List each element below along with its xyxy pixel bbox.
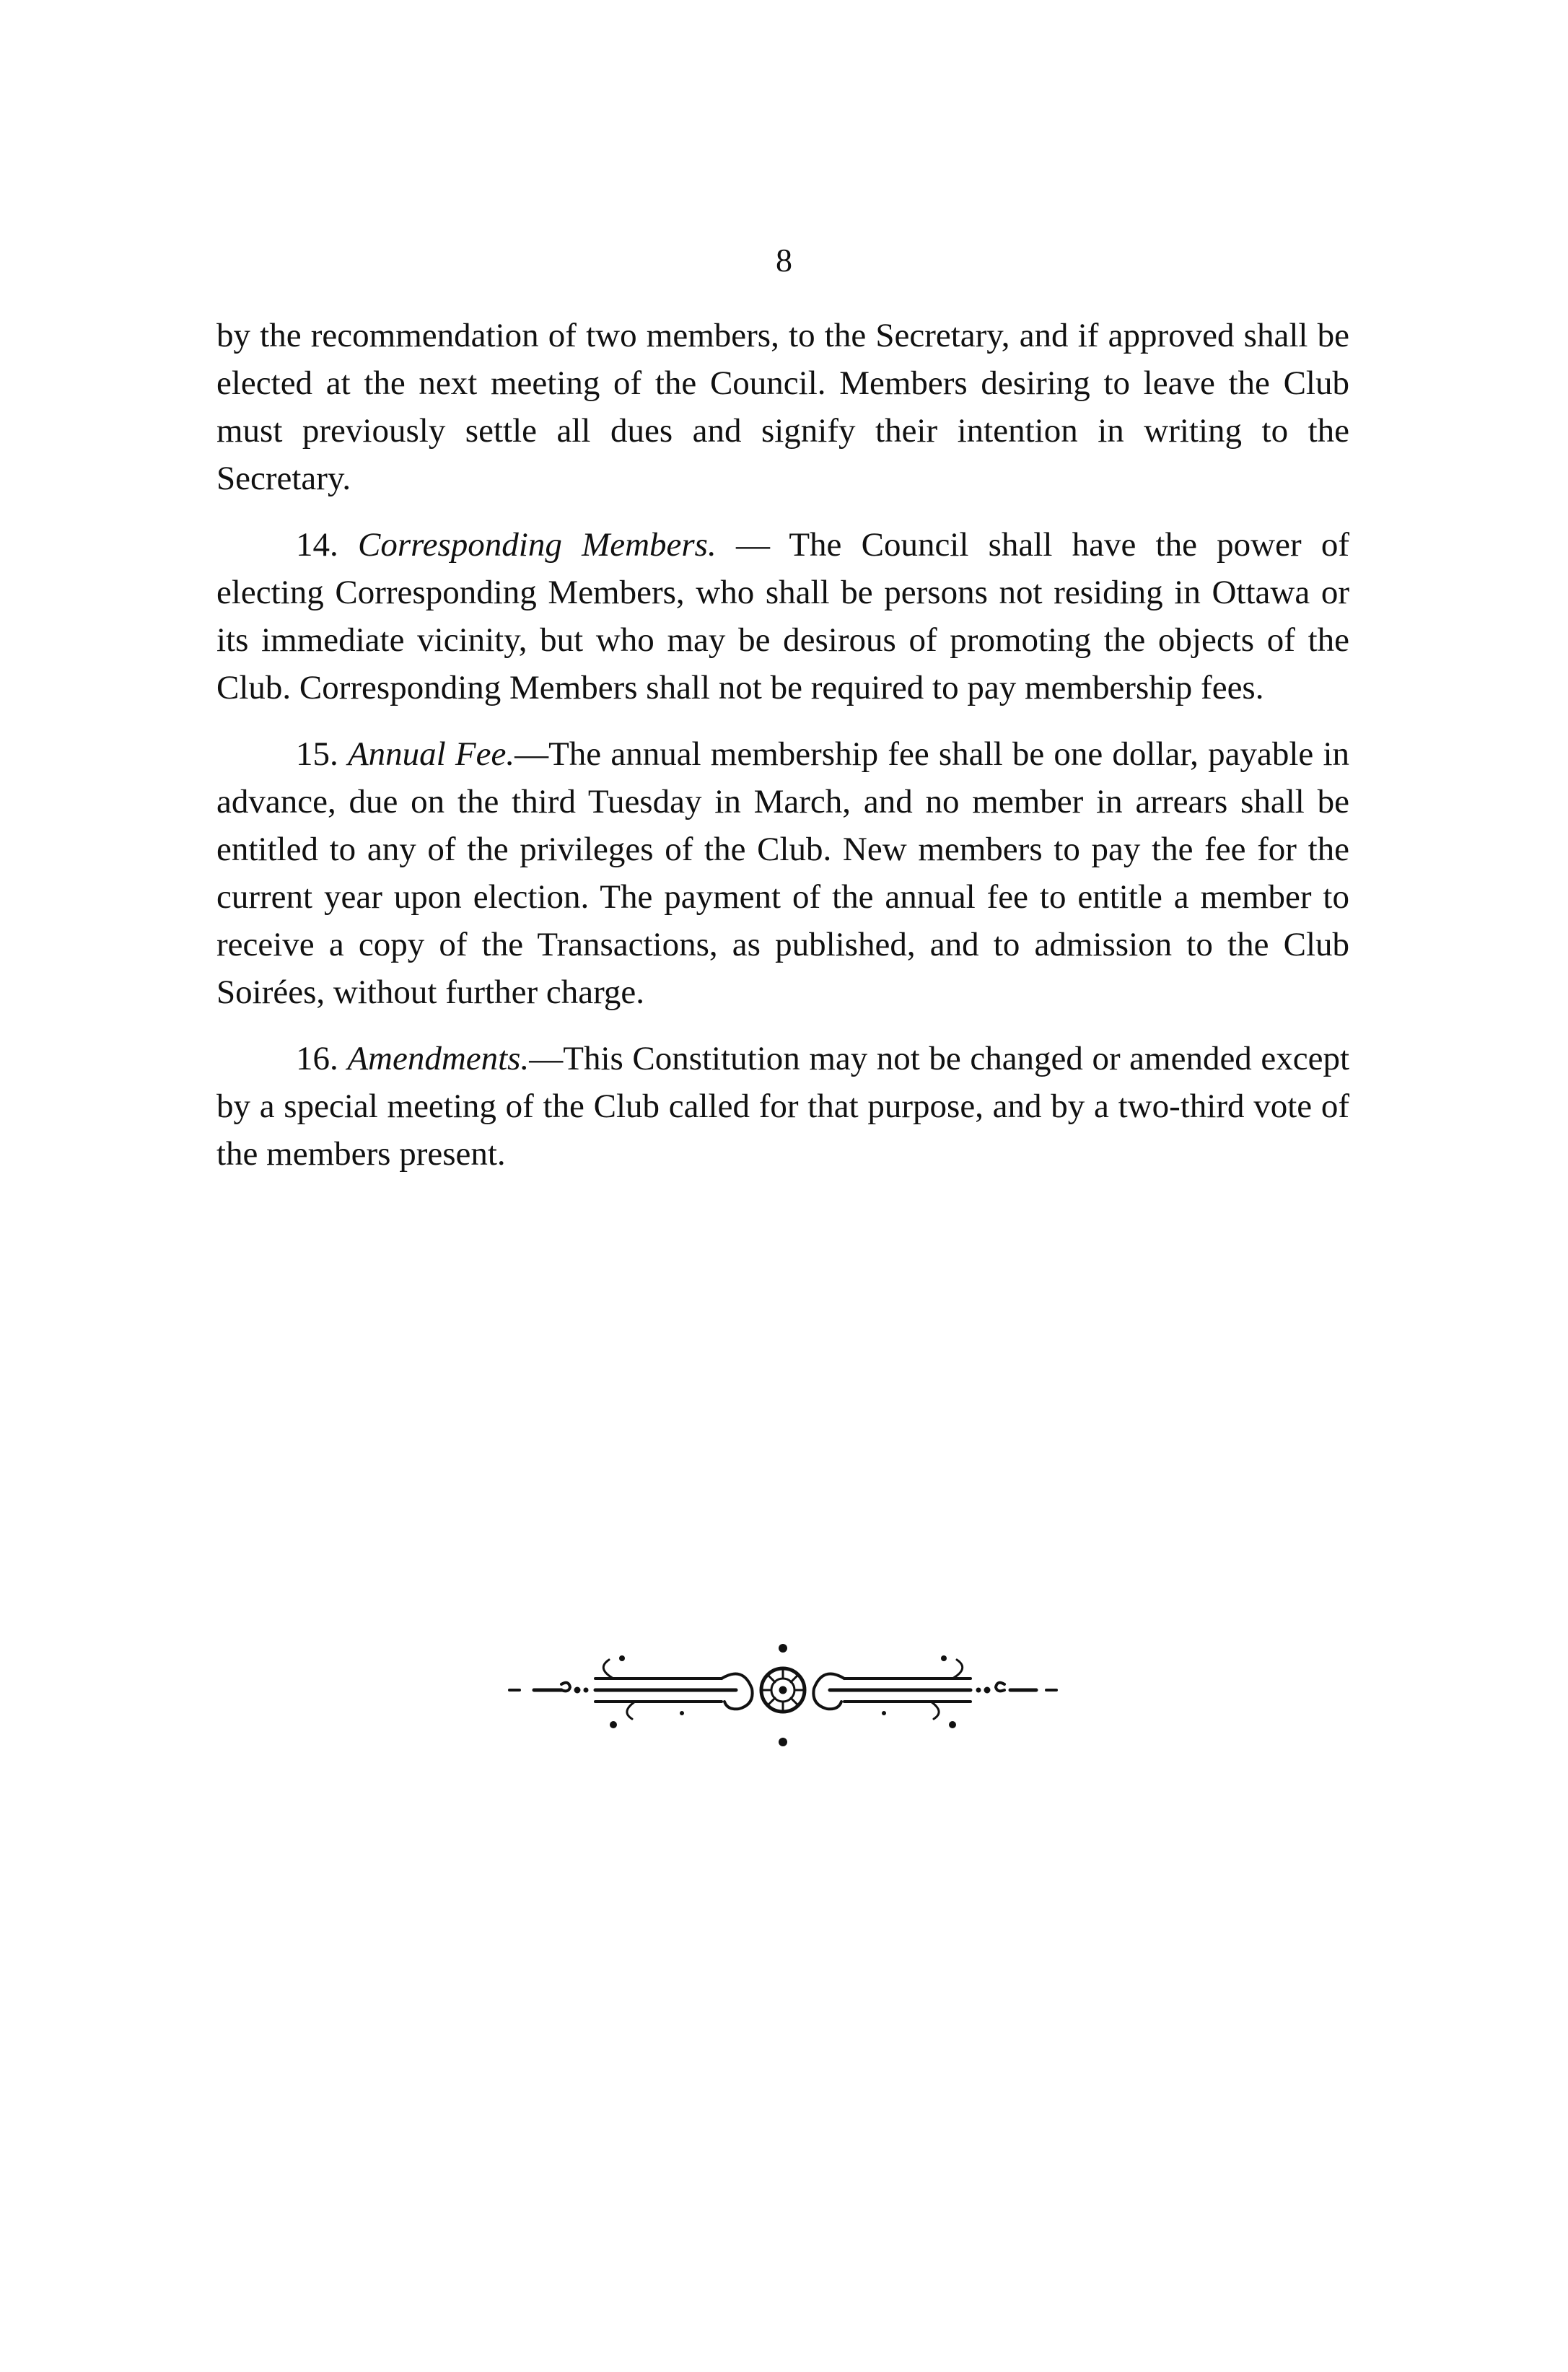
paragraph-text: The Council shall have the power of electing Corresponding Members, who shall be persons not residing in Ottawa or its immediate vicinity, but who may be desirous of promoting the objects of the Club. Corresponding Members shall not be required to pay membership fees. bbox=[216, 526, 1349, 706]
section-heading: Annual Fee. bbox=[347, 735, 515, 773]
paragraph-text: The annual membership fee shall be one dollar, payable in advance, due on the third Tuesday in March, and no member in arrears shall be entitled to any of the privileges of the Club. New members to pay the fee for the current year upon election. The payment of the annual fee to entitle a member to receive a copy of the Transactions, as published, and to admission to the Club Soirées, without further charge. bbox=[216, 735, 1349, 1011]
section-number: 16. bbox=[296, 1040, 338, 1077]
section-separator: — bbox=[716, 526, 789, 564]
section-separator: — bbox=[529, 1040, 564, 1077]
decorative-scroll-ornament-icon bbox=[505, 1638, 1061, 1746]
paragraph-text: This Constitution may not be changed or amended except by a special meeting of the Club called for that purpose, and by a two-third vote of the members present. bbox=[216, 1040, 1350, 1173]
paragraph-continuation bbox=[216, 312, 1349, 502]
section-heading: Amendments. bbox=[347, 1040, 530, 1077]
section-heading: Corresponding Members. bbox=[357, 526, 717, 564]
document-body bbox=[216, 312, 1349, 1196]
section-14-paragraph bbox=[216, 521, 1349, 712]
section-number: 15. bbox=[296, 735, 338, 773]
paragraph-text: by the recommendation of two members, to the Secretary, and if approved shall be elected at the next meeting of the Council. Members desiring to leave the Club must previously settle all dues and signify their intention in writing to the Secretary. bbox=[216, 317, 1349, 497]
page-number: 8 bbox=[776, 242, 792, 279]
section-separator: — bbox=[514, 735, 549, 773]
section-15-paragraph bbox=[216, 730, 1349, 1016]
section-16-paragraph bbox=[216, 1035, 1349, 1178]
section-number: 14. bbox=[296, 526, 338, 564]
